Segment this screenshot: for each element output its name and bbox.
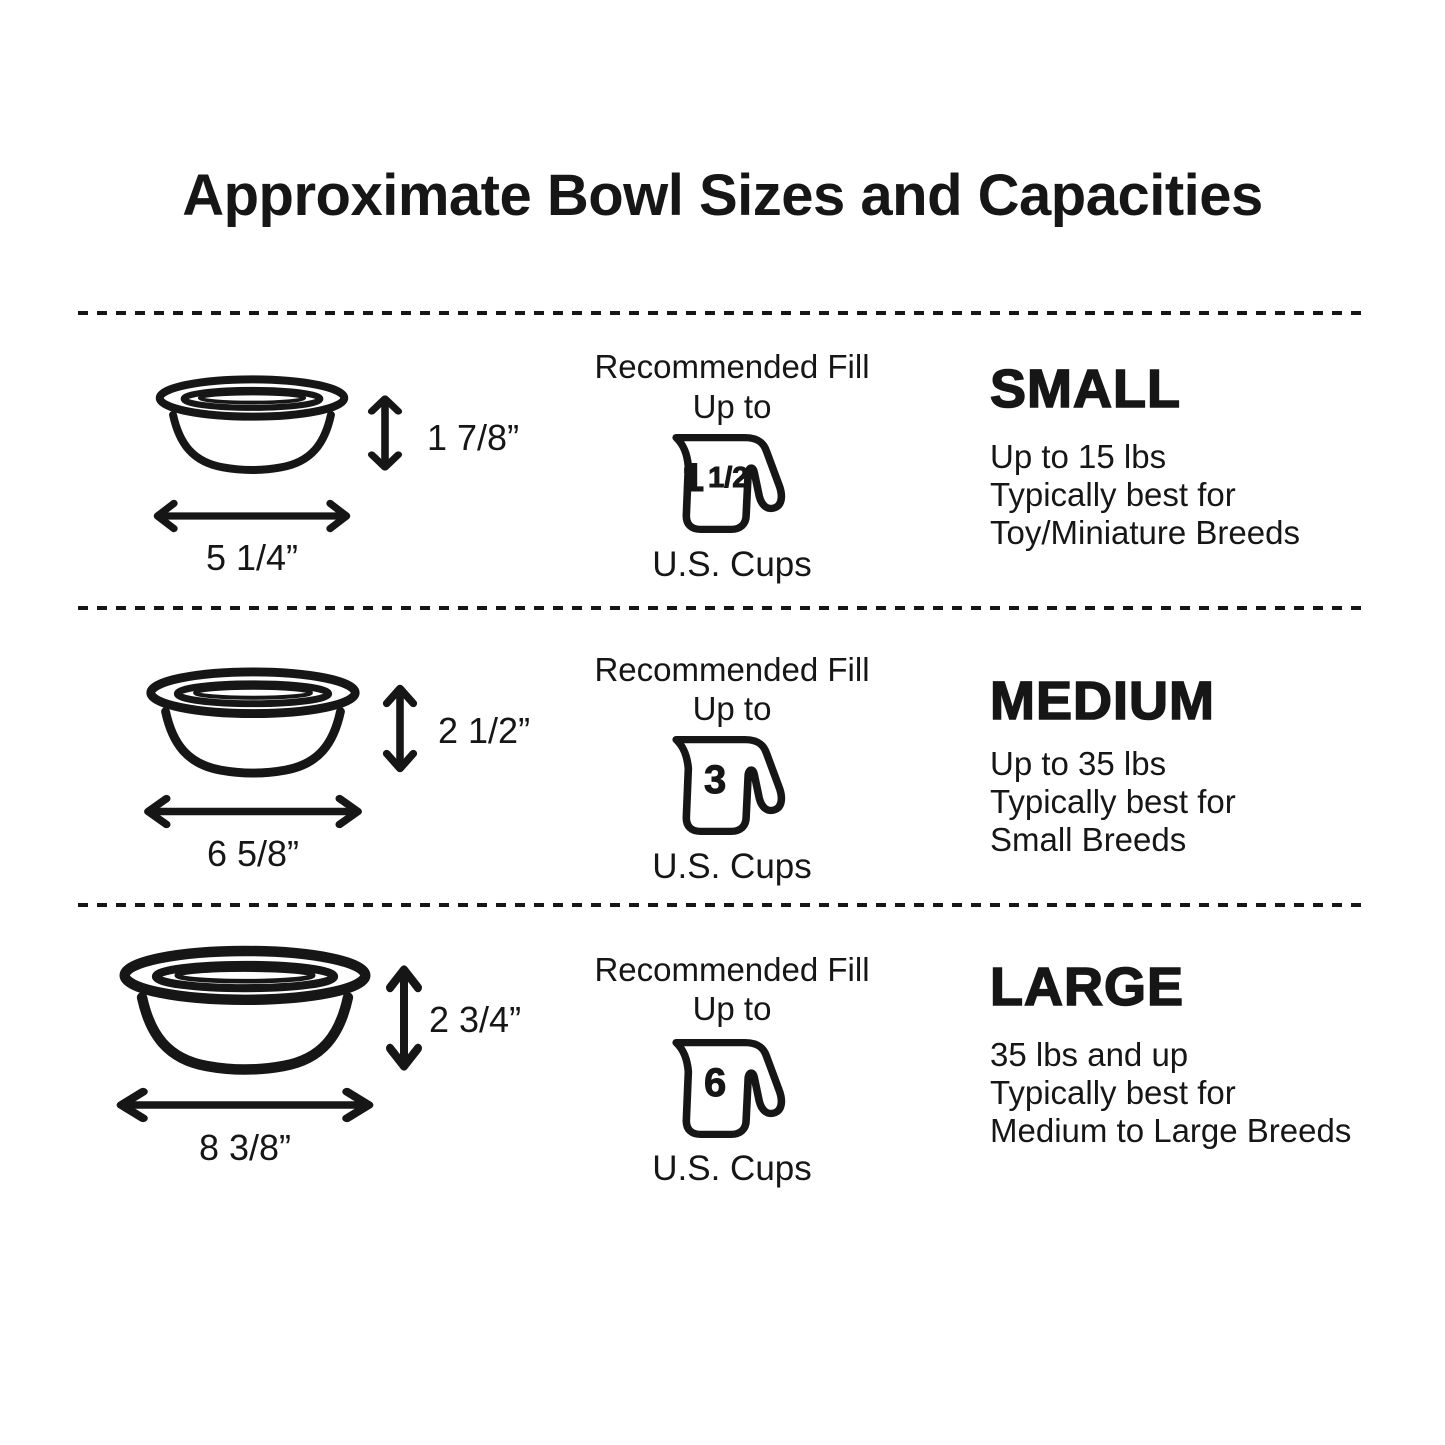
fill-recommendation-heading: Recommended Fill [594,951,870,988]
cup-amount-value: 6 [703,1060,727,1105]
measuring-cup-icon [664,728,806,842]
width-arrow-icon [151,498,353,534]
size-description-line: Small Breeds [990,821,1187,858]
size-description-line: Typically best for [990,1074,1236,1111]
size-description-line: Medium to Large Breeds [990,1112,1352,1149]
size-description-line: Typically best for [990,476,1236,513]
dashed-divider [78,311,1368,315]
size-description-line: 35 lbs and up [990,1036,1189,1073]
dashed-divider [78,606,1368,610]
fill-recommendation-heading: Recommended Fill [594,651,870,688]
height-dimension-label: 2 1/2” [438,710,531,751]
cup-amount-fraction: 1/2 [708,461,749,494]
cup-amount-value: 1 [681,455,705,500]
height-dimension-label: 1 7/8” [427,417,520,458]
page-title: Approximate Bowl Sizes and Capacities [182,163,1263,228]
size-name-heading: SMALL [990,359,1181,419]
size-description-line: Typically best for [990,783,1236,820]
size-description [990,438,1300,552]
cup-amount-label [675,456,755,502]
size-description [990,745,1236,859]
size-name-heading: LARGE [990,957,1184,1017]
fill-upto-label: Up to [692,990,772,1027]
us-cups-label: U.S. Cups [652,545,812,584]
height-arrow-icon [366,393,404,473]
cup-amount-label [675,758,755,804]
size-description-line: Up to 35 lbs [990,745,1167,782]
size-name-heading: MEDIUM [990,671,1215,731]
width-dimension-label: 5 1/4” [205,537,299,578]
width-arrow-icon [113,1086,377,1124]
height-arrow-icon [384,962,424,1074]
height-dimension-label: 2 3/4” [429,999,522,1040]
fill-recommendation-heading: Recommended Fill [594,348,870,385]
fill-upto-label: Up to [692,388,772,425]
us-cups-label: U.S. Cups [652,1149,812,1188]
height-arrow-icon [381,682,419,775]
width-dimension-label: 6 5/8” [206,833,300,874]
bowl-icon [112,944,378,1080]
size-description-line: Toy/Miniature Breeds [990,514,1300,551]
size-description-line: Up to 15 lbs [990,438,1167,475]
bowl-icon [140,666,366,782]
size-description [990,1036,1351,1150]
measuring-cup-icon [664,1031,806,1145]
us-cups-label: U.S. Cups [652,847,812,886]
dashed-divider [78,903,1368,907]
width-dimension-label: 8 3/8” [198,1127,292,1168]
bowl-icon [150,374,354,478]
cup-amount-label [675,1061,755,1107]
width-arrow-icon [141,793,365,830]
measuring-cup-icon [664,426,806,540]
cup-amount-value: 3 [703,757,727,802]
fill-upto-label: Up to [692,690,772,727]
